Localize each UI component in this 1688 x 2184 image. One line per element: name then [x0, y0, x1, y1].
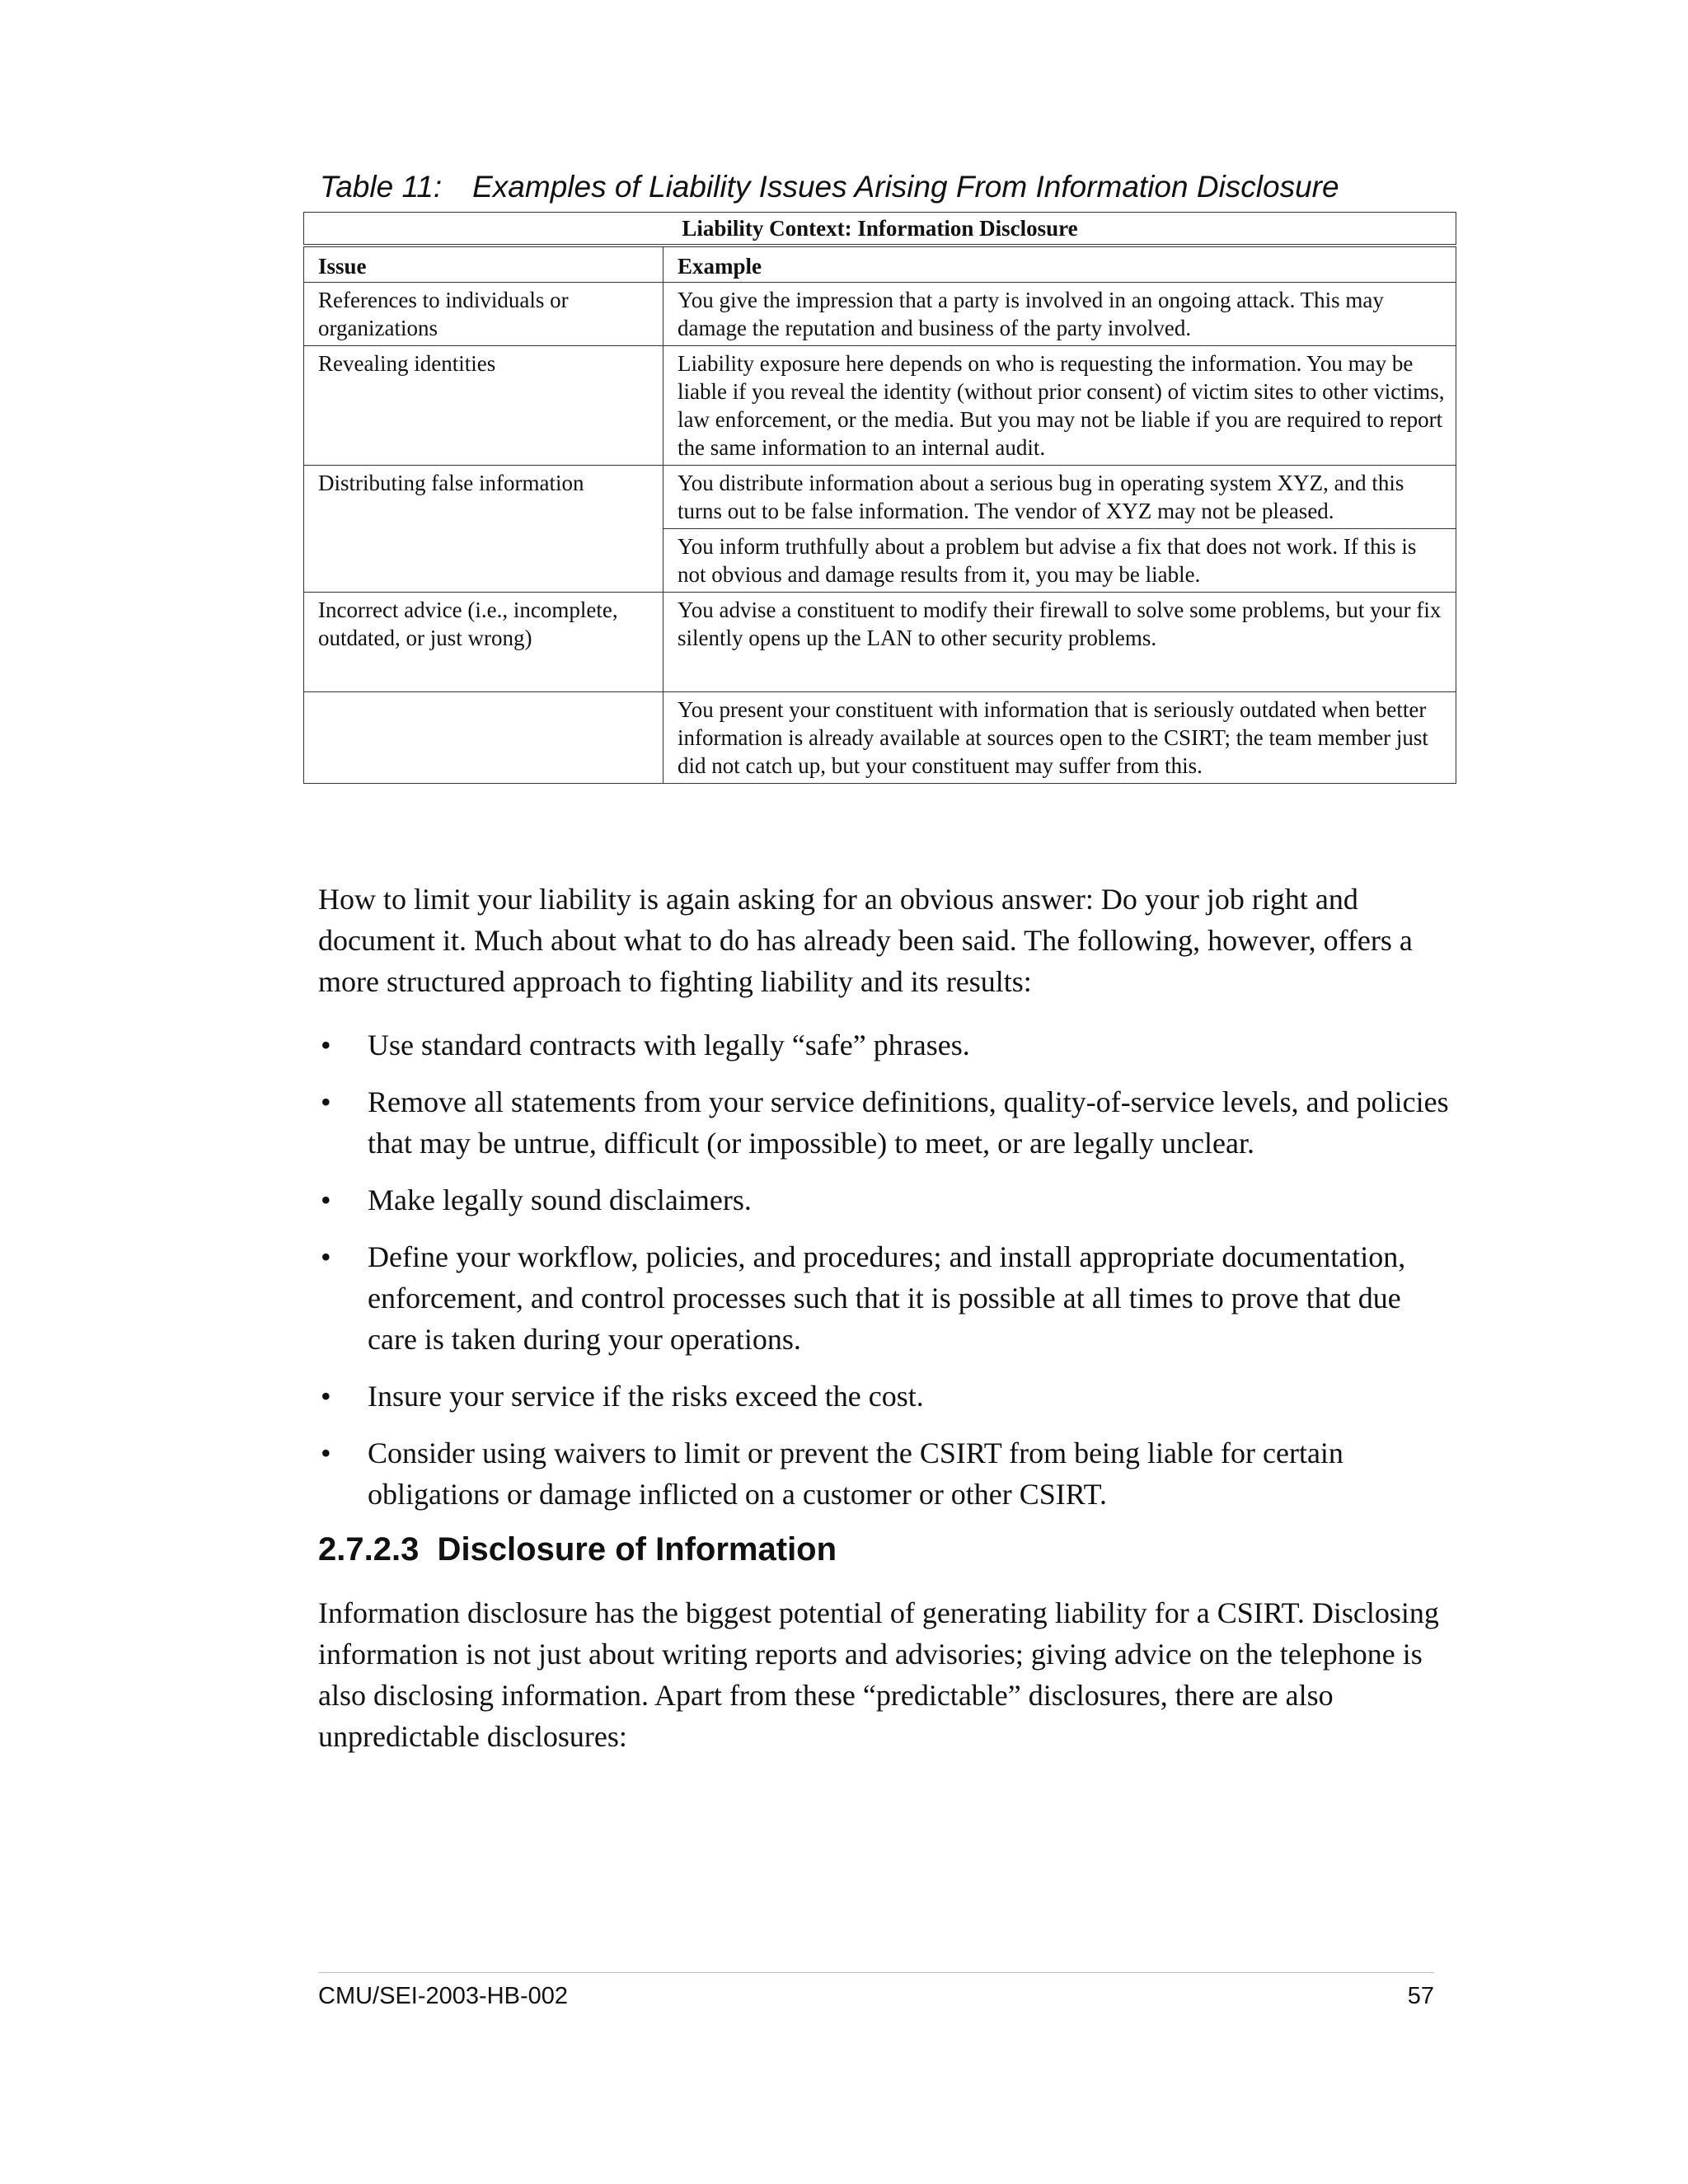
list-item-text: Remove all statements from your service definitions, quality-of-service levels, and policies that may be untrue, difficult (or impossible) to meet, or are legally unclear.	[368, 1085, 1449, 1160]
issue-cell: Incorrect advice (i.e., incomplete, outdated, or just wrong)	[304, 593, 663, 692]
bullet-icon: •	[321, 1029, 331, 1062]
example-cell: You give the impression that a party is involved in an ongoing attack. This may damage the reputation and business of the party involved.	[663, 283, 1456, 346]
column-header-issue: Issue	[304, 246, 663, 283]
table-row	[304, 283, 1456, 346]
footer-doc-id: CMU/SEI-2003-HB-002	[318, 1983, 568, 2009]
bullet-icon: •	[321, 1380, 331, 1413]
footer-page-number: 57	[1407, 1983, 1434, 2009]
bullet-icon: •	[321, 1085, 331, 1118]
list-item-text: Use standard contracts with legally “safe” phrases.	[368, 1029, 970, 1062]
example-cell: You distribute information about a serious bug in operating system XYZ, and this turns out to be false information. The vendor of XYZ may not be pleased.	[663, 466, 1456, 529]
bullet-icon: •	[321, 1183, 331, 1216]
list-item	[318, 1024, 1456, 1066]
table-context-row	[304, 213, 1456, 246]
list-item	[318, 1179, 1456, 1221]
table-caption: Table 11: Examples of Liability Issues Arising From Information Disclosure	[320, 170, 1339, 204]
list-item	[318, 1376, 1456, 1417]
list-item-text: Define your workflow, policies, and procedures; and install appropriate documentation, enforcement, and control processes such that it is possible at all times to prove that due care is taken during your operations.	[368, 1240, 1406, 1356]
example-cell: You inform truthfully about a problem but advise a fix that does not work. If this is not obvious and damage results from it, you may be liable.	[663, 529, 1456, 593]
issue-cell: Revealing identities	[304, 346, 663, 466]
intro-paragraph: How to limit your liability is again asking for an obvious answer: Do your job right and document it. Much about what to do has already been said. The following, however, offers a more structured approach to fighting liability and its results:	[318, 883, 1413, 998]
table-row	[304, 692, 1456, 784]
column-header-example: Example	[663, 246, 1456, 283]
bullet-icon: •	[321, 1240, 331, 1273]
example-cell: You present your constituent with information that is seriously outdated when better information is already available at sources open to the CSIRT; the team member just did not catch up, but your constituent may suffer from this.	[663, 692, 1456, 784]
section-paragraph: Information disclosure has the biggest potential of generating liability for a CSIRT. Disclosing information is not just about writing reports and advisories; giving advice on the telephone is also disclosing information. Apart from these “predictable” disclosures, there are also unpredictable disclosures:	[318, 1596, 1439, 1753]
list-item-text: Make legally sound disclaimers.	[368, 1183, 752, 1216]
liability-table	[303, 212, 1456, 784]
issue-cell	[304, 529, 663, 593]
table-context-header: Liability Context: Information Disclosure	[304, 213, 1456, 246]
issue-cell: Distributing false information	[304, 466, 663, 529]
table-row	[304, 593, 1456, 692]
example-cell: You advise a constituent to modify their firewall to solve some problems, but your fix silently opens up the LAN to other security problems.	[663, 593, 1456, 692]
table-header-row	[304, 246, 1456, 283]
footer-divider	[318, 1972, 1434, 1973]
list-item	[318, 1081, 1456, 1164]
list-item	[318, 1432, 1456, 1515]
table-row	[304, 346, 1456, 466]
list-item-text: Consider using waivers to limit or prevent the CSIRT from being liable for certain obligations or damage inflicted on a customer or other CSIRT.	[368, 1436, 1343, 1511]
issue-cell: References to individuals or organizations	[304, 283, 663, 346]
section-heading: 2.7.2.3 Disclosure of Information	[318, 1531, 837, 1568]
liability-bullet-list	[318, 1024, 1456, 1530]
list-item	[318, 1236, 1456, 1360]
issue-cell	[304, 692, 663, 784]
list-item-text: Insure your service if the risks exceed the cost.	[368, 1380, 924, 1413]
table-row	[304, 529, 1456, 593]
table-row	[304, 466, 1456, 529]
bullet-icon: •	[321, 1436, 331, 1469]
example-cell: Liability exposure here depends on who is requesting the information. You may be liable if you reveal the identity (without prior consent) of victim sites to other victims, law enforcement, or the media. But you may not be liable if you are required to report the same information to an internal audit.	[663, 346, 1456, 466]
